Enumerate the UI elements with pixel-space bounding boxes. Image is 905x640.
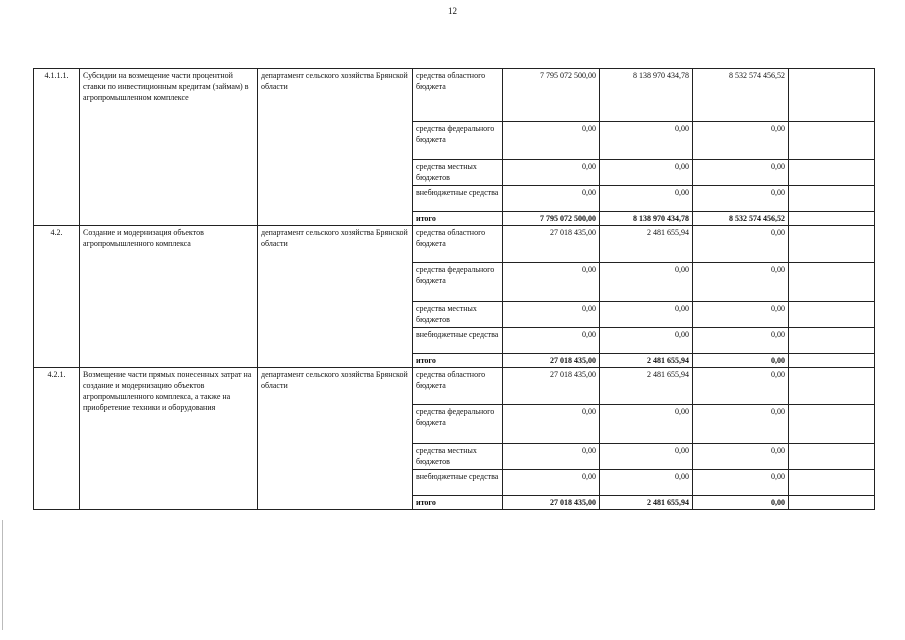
item-name: Возмещение части прямых понесенных затрат на создание и модернизацию объектов агропромышленного комплекса, а также на приобретение техники и оборудования bbox=[80, 368, 258, 510]
amount-col-4 bbox=[789, 368, 875, 405]
amount-col-2: 0,00 bbox=[600, 263, 693, 302]
amount-col-3: 0,00 bbox=[693, 470, 789, 496]
funding-source: средства местных бюджетов bbox=[413, 302, 503, 328]
amount-col-3: 0,00 bbox=[693, 328, 789, 354]
page-number: 12 bbox=[448, 6, 457, 16]
table-row bbox=[34, 226, 875, 263]
amount-col-1: 7 795 072 500,00 bbox=[503, 212, 600, 226]
responsible-department: департамент сельского хозяйства Брянской области bbox=[258, 226, 413, 368]
funding-source: средства областного бюджета bbox=[413, 226, 503, 263]
funding-source: внебюджетные средства bbox=[413, 186, 503, 212]
table-row bbox=[34, 69, 875, 122]
funding-source: средства областного бюджета bbox=[413, 69, 503, 122]
amount-col-4 bbox=[789, 122, 875, 160]
amount-col-4 bbox=[789, 444, 875, 470]
amount-col-4 bbox=[789, 69, 875, 122]
item-code: 4.2. bbox=[34, 226, 80, 368]
item-code: 4.2.1. bbox=[34, 368, 80, 510]
funding-source: средства местных бюджетов bbox=[413, 160, 503, 186]
amount-col-1: 0,00 bbox=[503, 444, 600, 470]
amount-col-2: 0,00 bbox=[600, 444, 693, 470]
amount-col-4 bbox=[789, 160, 875, 186]
amount-col-4 bbox=[789, 470, 875, 496]
amount-col-2: 0,00 bbox=[600, 122, 693, 160]
amount-col-3: 0,00 bbox=[693, 405, 789, 444]
amount-col-3: 0,00 bbox=[693, 496, 789, 510]
funding-source: итого bbox=[413, 354, 503, 368]
funding-source: средства федерального бюджета bbox=[413, 405, 503, 444]
amount-col-3: 0,00 bbox=[693, 302, 789, 328]
amount-col-1: 27 018 435,00 bbox=[503, 354, 600, 368]
amount-col-2: 2 481 655,94 bbox=[600, 368, 693, 405]
amount-col-3: 8 532 574 456,52 bbox=[693, 212, 789, 226]
amount-col-1: 0,00 bbox=[503, 186, 600, 212]
funding-table bbox=[33, 68, 875, 510]
amount-col-3: 0,00 bbox=[693, 226, 789, 263]
amount-col-2: 0,00 bbox=[600, 405, 693, 444]
funding-source: итого bbox=[413, 212, 503, 226]
amount-col-1: 0,00 bbox=[503, 263, 600, 302]
amount-col-2: 0,00 bbox=[600, 160, 693, 186]
amount-col-2: 0,00 bbox=[600, 302, 693, 328]
table-body bbox=[34, 69, 875, 510]
item-code: 4.1.1.1. bbox=[34, 69, 80, 226]
funding-source: средства федерального бюджета bbox=[413, 263, 503, 302]
amount-col-4 bbox=[789, 226, 875, 263]
funding-source: внебюджетные средства bbox=[413, 470, 503, 496]
amount-col-3: 0,00 bbox=[693, 122, 789, 160]
funding-source: итого bbox=[413, 496, 503, 510]
amount-col-1: 0,00 bbox=[503, 405, 600, 444]
amount-col-3: 0,00 bbox=[693, 160, 789, 186]
scan-margin-line bbox=[2, 520, 3, 630]
amount-col-1: 0,00 bbox=[503, 122, 600, 160]
amount-col-1: 7 795 072 500,00 bbox=[503, 69, 600, 122]
amount-col-4 bbox=[789, 302, 875, 328]
amount-col-3: 0,00 bbox=[693, 354, 789, 368]
amount-col-2: 2 481 655,94 bbox=[600, 354, 693, 368]
amount-col-3: 0,00 bbox=[693, 186, 789, 212]
amount-col-4 bbox=[789, 186, 875, 212]
amount-col-2: 2 481 655,94 bbox=[600, 496, 693, 510]
amount-col-1: 0,00 bbox=[503, 302, 600, 328]
amount-col-3: 0,00 bbox=[693, 368, 789, 405]
amount-col-4 bbox=[789, 263, 875, 302]
funding-source: средства местных бюджетов bbox=[413, 444, 503, 470]
amount-col-1: 0,00 bbox=[503, 470, 600, 496]
funding-source: средства федерального бюджета bbox=[413, 122, 503, 160]
item-name: Создание и модернизация объектов агропромышленного комплекса bbox=[80, 226, 258, 368]
amount-col-4 bbox=[789, 354, 875, 368]
amount-col-4 bbox=[789, 212, 875, 226]
item-name: Субсидии на возмещение части процентной ставки по инвестиционным кредитам (займам) в агропромышленном комплексе bbox=[80, 69, 258, 226]
amount-col-1: 27 018 435,00 bbox=[503, 368, 600, 405]
amount-col-2: 0,00 bbox=[600, 186, 693, 212]
amount-col-4 bbox=[789, 328, 875, 354]
responsible-department: департамент сельского хозяйства Брянской области bbox=[258, 69, 413, 226]
amount-col-1: 27 018 435,00 bbox=[503, 496, 600, 510]
amount-col-3: 0,00 bbox=[693, 444, 789, 470]
amount-col-3: 0,00 bbox=[693, 263, 789, 302]
funding-source: средства областного бюджета bbox=[413, 368, 503, 405]
amount-col-2: 8 138 970 434,78 bbox=[600, 69, 693, 122]
amount-col-4 bbox=[789, 496, 875, 510]
amount-col-2: 0,00 bbox=[600, 328, 693, 354]
funding-source: внебюджетные средства bbox=[413, 328, 503, 354]
amount-col-2: 8 138 970 434,78 bbox=[600, 212, 693, 226]
amount-col-1: 0,00 bbox=[503, 160, 600, 186]
amount-col-2: 2 481 655,94 bbox=[600, 226, 693, 263]
amount-col-1: 27 018 435,00 bbox=[503, 226, 600, 263]
amount-col-1: 0,00 bbox=[503, 328, 600, 354]
amount-col-3: 8 532 574 456,52 bbox=[693, 69, 789, 122]
amount-col-2: 0,00 bbox=[600, 470, 693, 496]
table-row bbox=[34, 368, 875, 405]
responsible-department: департамент сельского хозяйства Брянской области bbox=[258, 368, 413, 510]
amount-col-4 bbox=[789, 405, 875, 444]
